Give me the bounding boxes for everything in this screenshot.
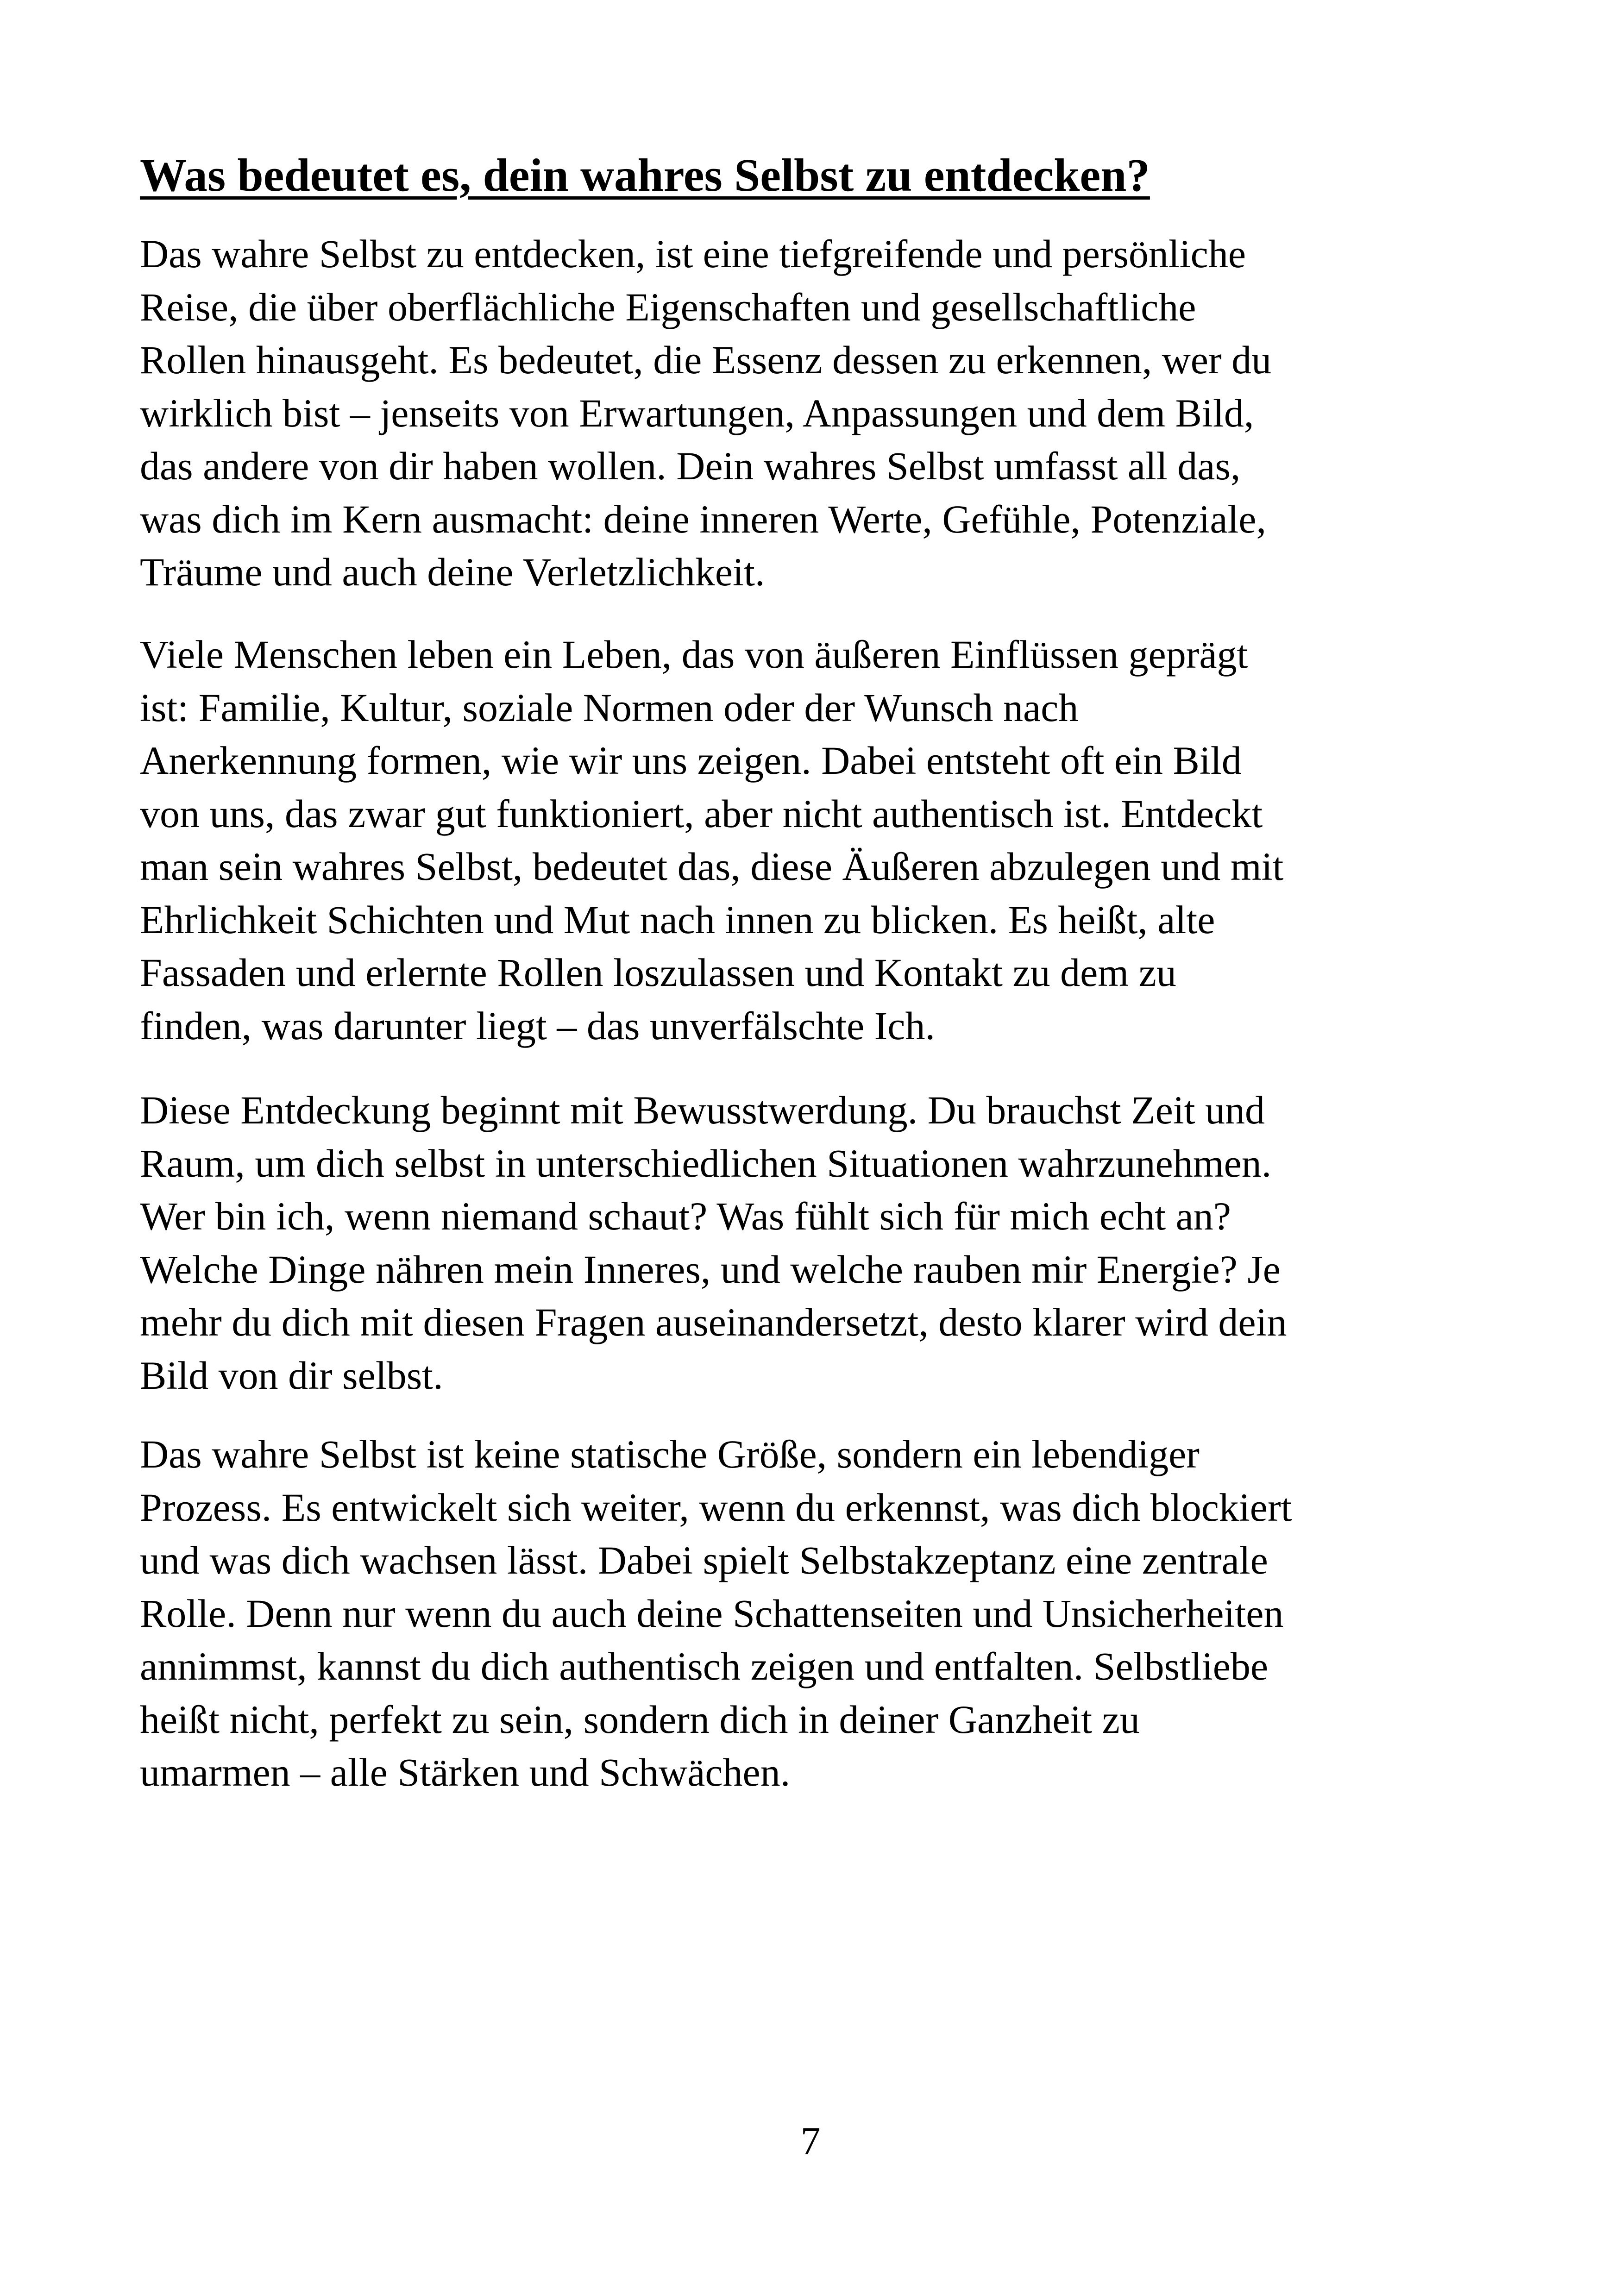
paragraph-line: Rolle. Denn nur wenn du auch deine Schattenseiten und Unsicherheiten — [140, 1591, 1284, 1636]
page-number: 7 — [800, 2119, 821, 2163]
paragraph-line: Fassaden und erlernte Rollen loszulassen und Kontakt zu dem zu — [140, 950, 1176, 995]
paragraph-line: Träume und auch deine Verletzlichkeit. — [140, 550, 765, 594]
paragraph-4 — [140, 1428, 1511, 1799]
paragraph-line: das andere von dir haben wollen. Dein wahres Selbst umfasst all das, — [140, 444, 1241, 488]
paragraph-line: heißt nicht, perfekt zu sein, sondern dich in deiner Ganzheit zu — [140, 1697, 1140, 1742]
paragraph-line: man sein wahres Selbst, bedeutet das, diese Äußeren abzulegen und mit — [140, 844, 1284, 889]
paragraph-2 — [140, 628, 1511, 1052]
paragraph-line: Reise, die über oberflächliche Eigenschaften und gesellschaftliche — [140, 284, 1196, 329]
paragraph-line: Prozess. Es entwickelt sich weiter, wenn du erkennst, was dich blockiert — [140, 1485, 1292, 1530]
paragraph-line: finden, was darunter liegt – das unverfälschte Ich. — [140, 1003, 935, 1048]
paragraph-line: ist: Familie, Kultur, soziale Normen oder der Wunsch nach — [140, 685, 1079, 730]
paragraph-line: Wer bin ich, wenn niemand schaut? Was fühlt sich für mich echt an? — [140, 1194, 1231, 1238]
paragraph-line: Rollen hinausgeht. Es bedeutet, die Essenz dessen zu erkennen, wer du — [140, 338, 1272, 382]
paragraph-line: mehr du dich mit diesen Fragen auseinandersetzt, desto klarer wird dein — [140, 1300, 1287, 1344]
paragraph-line: Viele Menschen leben ein Leben, das von äußeren Einflüssen geprägt — [140, 632, 1248, 677]
paragraph-line: von uns, das zwar gut funktioniert, aber nicht authentisch ist. Entdeckt — [140, 791, 1263, 836]
paragraph-line: Das wahre Selbst zu entdecken, ist eine tiefgreifende und persönliche — [140, 232, 1246, 276]
paragraph-line: Welche Dinge nähren mein Inneres, und welche rauben mir Energie? Je — [140, 1247, 1281, 1292]
paragraph-line: Das wahre Selbst ist keine statische Größe, sondern ein lebendiger — [140, 1432, 1200, 1476]
paragraph-line: und was dich wachsen lässt. Dabei spielt Selbstakzeptanz eine zentrale — [140, 1538, 1268, 1582]
paragraph-line: Anerkennung formen, wie wir uns zeigen. Dabei entsteht oft ein Bild — [140, 738, 1242, 783]
paragraph-3 — [140, 1084, 1511, 1402]
page-heading: Was bedeutet es, dein wahres Selbst zu entdecken? — [140, 149, 1150, 201]
paragraph-1 — [140, 227, 1511, 599]
paragraph-line: Diese Entdeckung beginnt mit Bewusstwerdung. Du brauchst Zeit und — [140, 1088, 1265, 1132]
paragraph-line: was dich im Kern ausmacht: deine inneren Werte, Gefühle, Potenziale, — [140, 496, 1267, 541]
paragraph-line: Raum, um dich selbst in unterschiedlichen Situationen wahrzunehmen. — [140, 1141, 1272, 1186]
paragraph-line: wirklich bist – jenseits von Erwartungen, Anpassungen und dem Bild, — [140, 390, 1254, 435]
paragraph-line: umarmen – alle Stärken und Schwächen. — [140, 1750, 791, 1794]
paragraph-line: Bild von dir selbst. — [140, 1353, 443, 1398]
paragraph-line: Ehrlichkeit Schichten und Mut nach innen zu blicken. Es heißt, alte — [140, 897, 1215, 942]
paragraph-line: annimmst, kannst du dich authentisch zeigen und entfalten. Selbstliebe — [140, 1644, 1269, 1688]
